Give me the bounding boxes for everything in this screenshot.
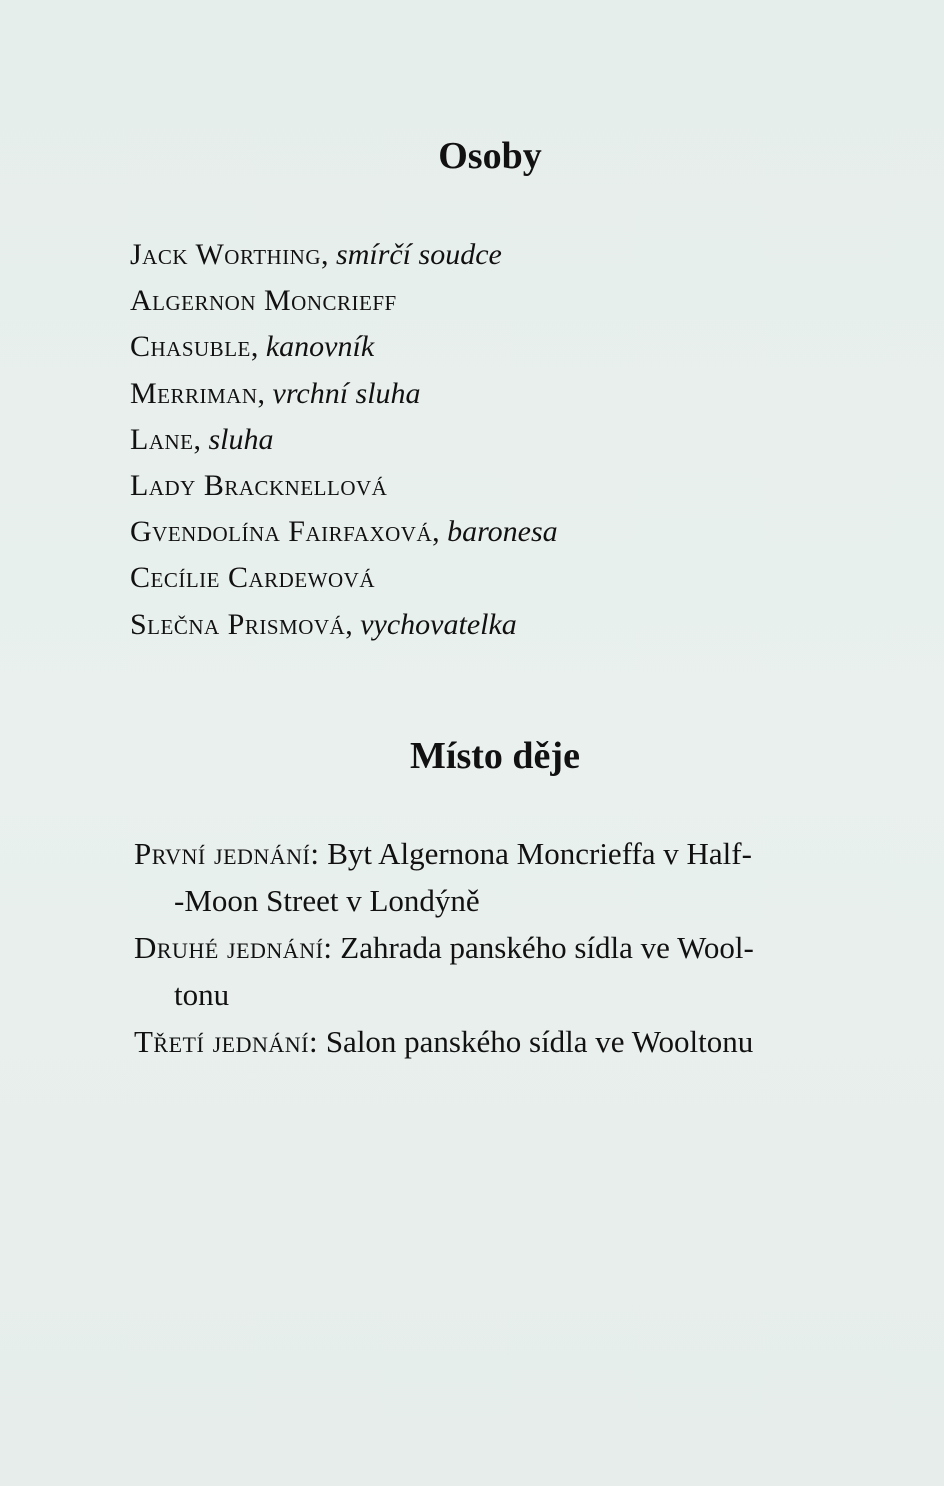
cast-item — [130, 555, 558, 601]
act-description: Byt Algernona Moncrieffa v Half- — [319, 836, 752, 871]
act-item — [134, 924, 874, 971]
cast-item — [130, 417, 558, 463]
act-item-continuation: tonu — [174, 977, 230, 1012]
character-role: sluha — [208, 422, 274, 456]
cast-item — [130, 278, 558, 324]
cast-heading: Osoby — [438, 135, 542, 177]
character-role: vrchní sluha — [272, 376, 421, 410]
character-name: Chasuble — [130, 330, 251, 364]
act-label: První jednání: — [134, 836, 320, 871]
act-item-continuation: -Moon Street v Londýně — [174, 883, 480, 918]
cast-item — [130, 371, 558, 417]
character-role: vychovatelka — [360, 607, 517, 641]
character-name: Lane — [130, 422, 194, 456]
character-name: Cecílie Cardewová — [130, 561, 375, 595]
cast-item — [130, 509, 558, 555]
cast-item — [130, 463, 558, 509]
act-item — [134, 830, 874, 877]
separator: , — [257, 376, 273, 410]
separator: , — [250, 330, 266, 364]
separator: , — [345, 607, 361, 641]
character-name: Jack Worthing — [130, 238, 322, 271]
character-name: Gvendolína Fairfaxová — [130, 515, 433, 549]
act-description: Zahrada panského sídla ve Wool- — [332, 930, 754, 965]
act-item — [134, 1018, 874, 1065]
character-name: Algernon Moncrieff — [130, 284, 397, 318]
setting-heading: Místo děje — [410, 735, 580, 777]
cast-item — [130, 602, 558, 648]
cast-list — [130, 232, 558, 648]
separator: , — [432, 515, 448, 549]
act-label: Třetí jednání: — [134, 1024, 319, 1059]
character-role: baronesa — [447, 515, 558, 549]
character-name: Slečna Prismová — [130, 607, 346, 641]
separator: , — [321, 238, 337, 271]
separator: , — [193, 422, 209, 456]
character-name: Merriman — [130, 376, 258, 410]
character-role: smírčí soudce — [336, 238, 502, 271]
act-label: Druhé jednání: — [134, 930, 333, 965]
cast-item — [130, 324, 558, 370]
character-role: kanovník — [265, 330, 375, 364]
acts-list — [134, 830, 874, 1065]
act-description: Salon panského sídla ve Wooltonu — [318, 1024, 754, 1059]
cast-item — [130, 232, 558, 278]
character-name: Lady Bracknellová — [130, 468, 388, 502]
